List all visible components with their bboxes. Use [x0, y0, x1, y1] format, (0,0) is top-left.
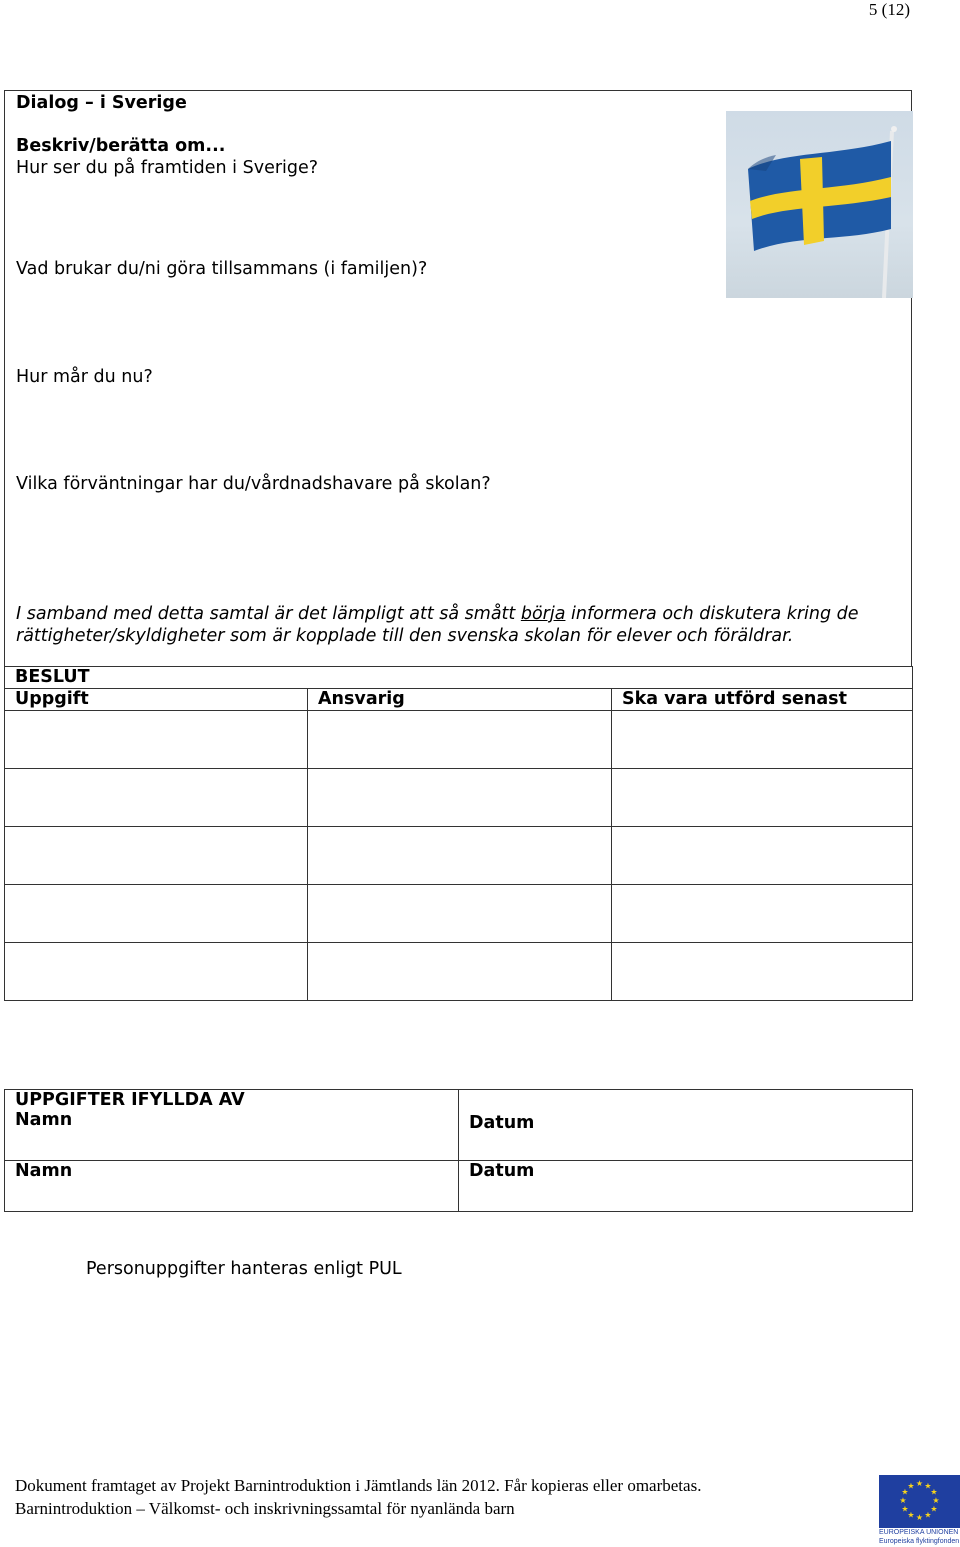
filled-by-date-cell-2[interactable]	[459, 1161, 913, 1212]
cell-deadline[interactable]	[612, 769, 913, 827]
info-note-underlined: börja	[520, 604, 566, 624]
page-number: 5 (12)	[868, 0, 910, 19]
eu-caption-1: EUROPEISKA UNIONEN	[879, 1529, 959, 1536]
svg-text:★: ★	[915, 1479, 924, 1488]
cell-uppgift[interactable]	[5, 711, 308, 769]
info-note-part2: informera och diskutera kring de	[565, 604, 859, 624]
cell-uppgift[interactable]	[5, 943, 308, 1001]
pul-note: Personuppgifter hanteras enligt PUL	[86, 1259, 402, 1279]
filled-by-name-cell-2[interactable]	[5, 1161, 459, 1212]
table-row	[5, 711, 913, 769]
cell-ansvarig[interactable]	[308, 885, 612, 943]
name-label-1: Namn	[15, 1110, 73, 1130]
svg-text:★: ★	[907, 1481, 915, 1491]
table-row	[5, 943, 913, 1001]
eu-flag-icon	[879, 1475, 960, 1528]
cell-uppgift[interactable]	[5, 885, 308, 943]
table-row	[5, 827, 913, 885]
cell-deadline[interactable]	[612, 827, 913, 885]
cell-deadline[interactable]	[612, 885, 913, 943]
question-future: Hur ser du på framtiden i Sverige?	[16, 158, 319, 178]
filled-by-table	[4, 1089, 913, 1212]
question-expectations: Vilka förväntningar har du/vårdnadshavare på skolan?	[16, 474, 491, 494]
svg-text:★: ★	[899, 1496, 907, 1505]
table-row	[5, 885, 913, 943]
cell-deadline[interactable]	[612, 943, 913, 1001]
cell-ansvarig[interactable]	[308, 769, 612, 827]
cell-uppgift[interactable]	[5, 769, 308, 827]
beslut-title: BESLUT	[5, 667, 913, 689]
date-label-1: Datum	[469, 1113, 535, 1133]
eu-caption-2: Europeiska flyktingfonden	[879, 1538, 960, 1545]
col-header-ansvarig: Ansvarig	[308, 689, 612, 711]
svg-text:★: ★	[930, 1487, 938, 1497]
filled-by-name-cell-1[interactable]	[5, 1090, 459, 1161]
svg-text:★: ★	[932, 1496, 940, 1505]
svg-text:★: ★	[924, 1510, 932, 1520]
cell-deadline[interactable]	[612, 711, 913, 769]
svg-text:★: ★	[907, 1510, 915, 1520]
cell-uppgift[interactable]	[5, 827, 308, 885]
info-note-line2: rättigheter/skyldigheter som är kopplade till den svenska skolan för elever och föräldrar.	[16, 626, 794, 646]
question-family: Vad brukar du/ni göra tillsammans (i familjen)?	[16, 259, 428, 279]
footer-line-2: Barnintroduktion – Välkomst- och inskrivningssamtal för nyanlända barn	[15, 1499, 515, 1518]
swedish-flag-icon	[726, 111, 913, 298]
svg-text:★: ★	[901, 1504, 909, 1514]
filled-by-date-cell-1[interactable]	[459, 1090, 913, 1161]
filled-by-title: UPPGIFTER IFYLLDA AV	[15, 1090, 245, 1110]
beslut-table	[4, 666, 913, 1001]
col-header-deadline: Ska vara utförd senast	[612, 689, 913, 711]
table-row	[5, 769, 913, 827]
col-header-uppgift: Uppgift	[5, 689, 308, 711]
question-wellbeing: Hur mår du nu?	[16, 367, 153, 387]
svg-text:★: ★	[901, 1487, 909, 1497]
swedish-flag-photo	[726, 111, 913, 298]
svg-text:★: ★	[930, 1504, 938, 1514]
cell-ansvarig[interactable]	[308, 711, 612, 769]
cell-ansvarig[interactable]	[308, 943, 612, 1001]
info-note	[16, 603, 859, 647]
eu-logo	[879, 1475, 960, 1547]
dialog-section	[4, 90, 912, 667]
dialog-subheading: Beskriv/berätta om...	[16, 136, 226, 156]
name-label-2: Namn	[15, 1161, 73, 1181]
footer-line-1: Dokument framtaget av Projekt Barnintroduktion i Jämtlands län 2012. Får kopieras eller omarbetas.	[15, 1476, 702, 1495]
dialog-heading: Dialog – i Sverige	[16, 93, 187, 113]
info-note-part1: I samband med detta samtal är det lämpligt att så smått	[16, 604, 521, 624]
cell-ansvarig[interactable]	[308, 827, 612, 885]
svg-text:★: ★	[924, 1481, 932, 1491]
svg-text:★: ★	[915, 1513, 924, 1522]
date-label-2: Datum	[469, 1161, 535, 1181]
